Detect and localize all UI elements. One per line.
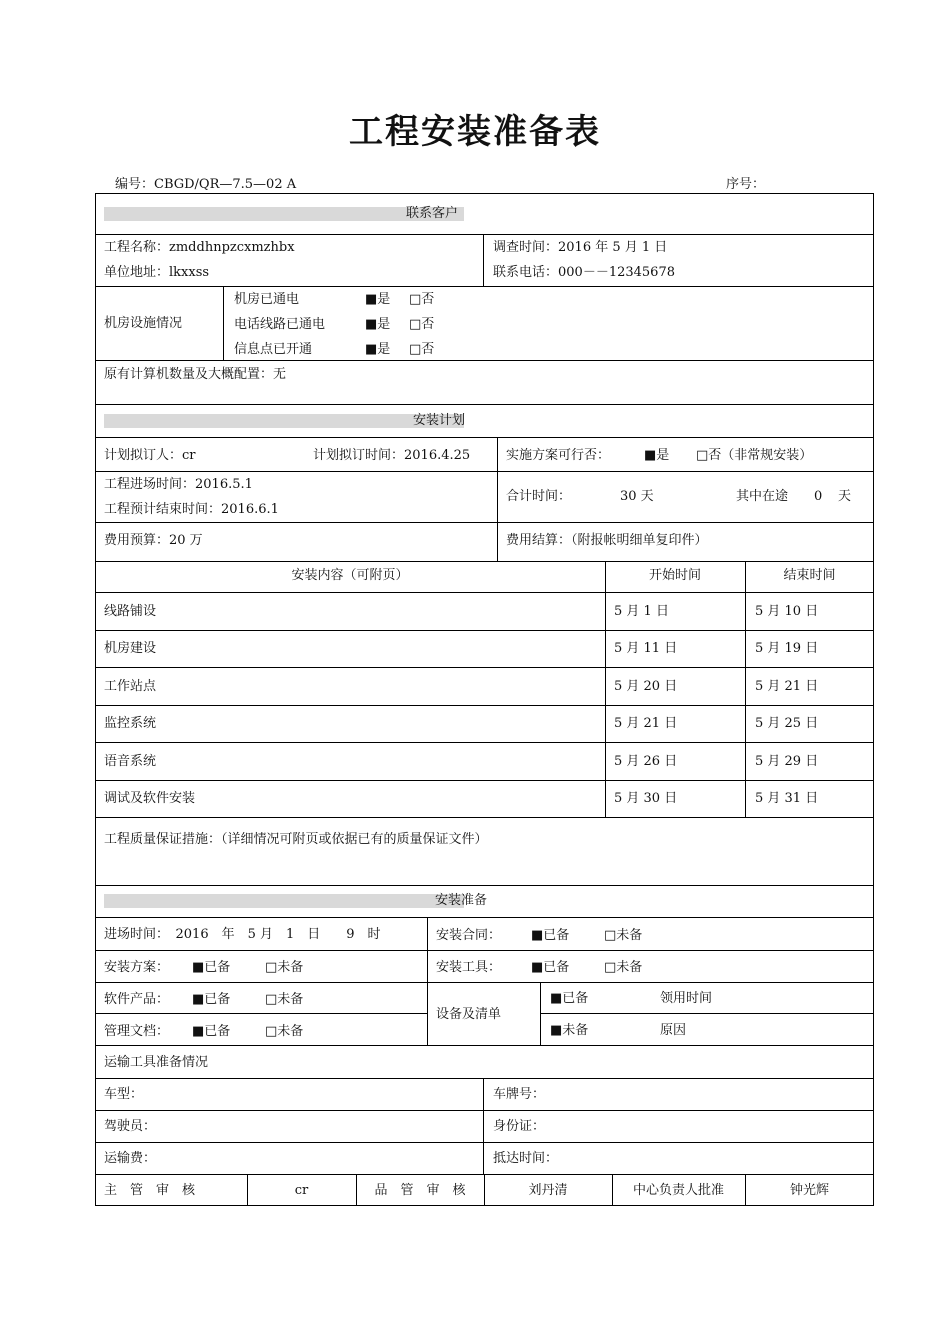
contract-ready-checkbox: ■已备: [531, 928, 570, 943]
table-row-end: 5 月 25 日: [755, 716, 819, 731]
plan-doc-label: 安装方案：: [104, 960, 170, 975]
table-row-end: 5 月 10 日: [755, 604, 819, 619]
equipment-ready-checkbox: ■已备: [550, 991, 589, 1006]
section-header-plan: 安装计划: [413, 413, 466, 428]
software-ready-checkbox: ■已备: [192, 992, 231, 1007]
form-table: [95, 193, 874, 1206]
facility-power: 机房已通电: [234, 292, 300, 307]
table-row-end: 5 月 29 日: [755, 754, 819, 769]
management-docs-ready-checkbox: ■已备: [192, 1024, 231, 1039]
table-row-item: 机房建设: [104, 641, 157, 656]
facility-phone-line-yes-checkbox: ■是: [365, 317, 391, 332]
existing-computers: 原有计算机数量及大概配置：无: [104, 367, 287, 382]
equipment-reason-label: 原因: [660, 1023, 687, 1038]
table-row-start: 5 月 26 日: [614, 754, 678, 769]
equipment-list-label: 设备及清单: [436, 1007, 502, 1022]
column-header-end: 结束时间: [783, 568, 836, 583]
table-row-item: 线路铺设: [104, 604, 157, 619]
plan-doc-ready-checkbox: ■已备: [192, 960, 231, 975]
expected-end-time: 工程预计结束时间：2016.6.1: [104, 502, 279, 517]
unit-address: 单位地址：lkxxss: [104, 265, 210, 280]
entry-schedule: 进场时间： 2016 年 5 月 1 日 9 时: [104, 927, 381, 942]
column-header-start: 开始时间: [648, 568, 701, 583]
entry-time: 工程进场时间：2016.5.1: [104, 477, 253, 492]
serial-number-label: 序号：: [726, 177, 766, 192]
tools-not-ready-checkbox: □未备: [604, 960, 643, 975]
software-not-ready-checkbox: □未备: [265, 992, 304, 1007]
plan-time: 计划拟订时间：2016.4.25: [313, 448, 471, 463]
id-card-label: 身份证：: [493, 1119, 546, 1134]
total-time-value: 30 天: [620, 489, 654, 504]
director-approval-value: 钟光辉: [789, 1183, 829, 1198]
facility-power-yes-checkbox: ■是: [365, 292, 391, 307]
facility-label: 机房设施情况: [104, 316, 183, 331]
transit-unit: 天: [838, 489, 852, 504]
budget: 费用预算：20 万: [104, 533, 203, 548]
quality-review-value: 刘丹清: [528, 1183, 568, 1198]
table-row-item: 工作站点: [104, 679, 157, 694]
table-row-item: 调试及软件安装: [104, 791, 196, 806]
arrival-time-label: 抵达时间：: [493, 1151, 559, 1166]
facility-info-point-no-checkbox: □否: [409, 342, 435, 357]
table-row-start: 5 月 21 日: [614, 716, 678, 731]
facility-power-no-checkbox: □否: [409, 292, 435, 307]
quality-review-label: 品 管 审 核: [374, 1183, 466, 1198]
facility-info-point: 信息点已开通: [234, 342, 313, 357]
document-title: 工程安装准备表: [349, 112, 601, 152]
supervisor-review-value: cr: [294, 1183, 309, 1198]
transit-value: 0: [814, 489, 823, 504]
software-label: 软件产品：: [104, 992, 170, 1007]
table-row-start: 5 月 30 日: [614, 791, 678, 806]
supervisor-review-label: 主 管 审 核: [104, 1183, 196, 1198]
transport-label: 运输工具准备情况: [104, 1055, 209, 1070]
total-time-label: 合计时间：: [506, 489, 572, 504]
equipment-not-ready-checkbox: ■未备: [550, 1023, 589, 1038]
settlement: 费用结算：（附报帐明细单复印件）: [506, 533, 708, 548]
table-row-start: 5 月 11 日: [614, 641, 678, 656]
equipment-pickup-time-label: 领用时间: [660, 991, 713, 1006]
column-header-content: 安装内容（可附页）: [291, 568, 409, 583]
contact-phone: 联系电话：000－－12345678: [493, 265, 675, 280]
feasibility-no-checkbox: □否（非常规安装）: [696, 448, 813, 463]
section-band-plan: [104, 414, 464, 428]
planner: 计划拟订人：cr: [104, 448, 196, 463]
director-approval-label: 中心负责人批准: [632, 1183, 724, 1198]
management-docs-label: 管理文档：: [104, 1024, 170, 1039]
feasibility-label: 实施方案可行否：: [506, 448, 611, 463]
section-band-prep: [104, 894, 464, 908]
facility-phone-line-no-checkbox: □否: [409, 317, 435, 332]
vehicle-type-label: 车型：: [104, 1087, 144, 1102]
form-code: 编号：CBGD/QR—7.5—02 A: [115, 177, 297, 192]
facility-phone-line: 电话线路已通电: [234, 317, 326, 332]
management-docs-not-ready-checkbox: □未备: [265, 1024, 304, 1039]
transit-label: 其中在途: [736, 489, 789, 504]
table-row-start: 5 月 1 日: [614, 604, 669, 619]
section-header-client: 联系客户: [406, 206, 459, 221]
contract-not-ready-checkbox: □未备: [604, 928, 643, 943]
table-row-end: 5 月 19 日: [755, 641, 819, 656]
survey-time: 调查时间：2016 年 5 月 1 日: [493, 240, 668, 255]
facility-info-point-yes-checkbox: ■是: [365, 342, 391, 357]
section-header-prep: 安装准备: [435, 893, 488, 908]
plan-doc-not-ready-checkbox: □未备: [265, 960, 304, 975]
transport-fee-label: 运输费：: [104, 1151, 157, 1166]
table-row-item: 监控系统: [104, 716, 157, 731]
feasibility-yes-checkbox: ■是: [644, 448, 670, 463]
driver-label: 驾驶员：: [104, 1119, 157, 1134]
table-row-item: 语音系统: [104, 754, 157, 769]
table-row-end: 5 月 31 日: [755, 791, 819, 806]
contract-label: 安装合同：: [436, 928, 502, 943]
project-name: 工程名称：zmddhnpzcxmzhbx: [104, 240, 295, 255]
plate-number-label: 车牌号：: [493, 1087, 546, 1102]
tools-ready-checkbox: ■已备: [531, 960, 570, 975]
table-row-end: 5 月 21 日: [755, 679, 819, 694]
table-row-start: 5 月 20 日: [614, 679, 678, 694]
quality-assurance: 工程质量保证措施：（详细情况可附页或依据已有的质量保证文件）: [104, 832, 488, 847]
tools-label: 安装工具：: [436, 960, 502, 975]
